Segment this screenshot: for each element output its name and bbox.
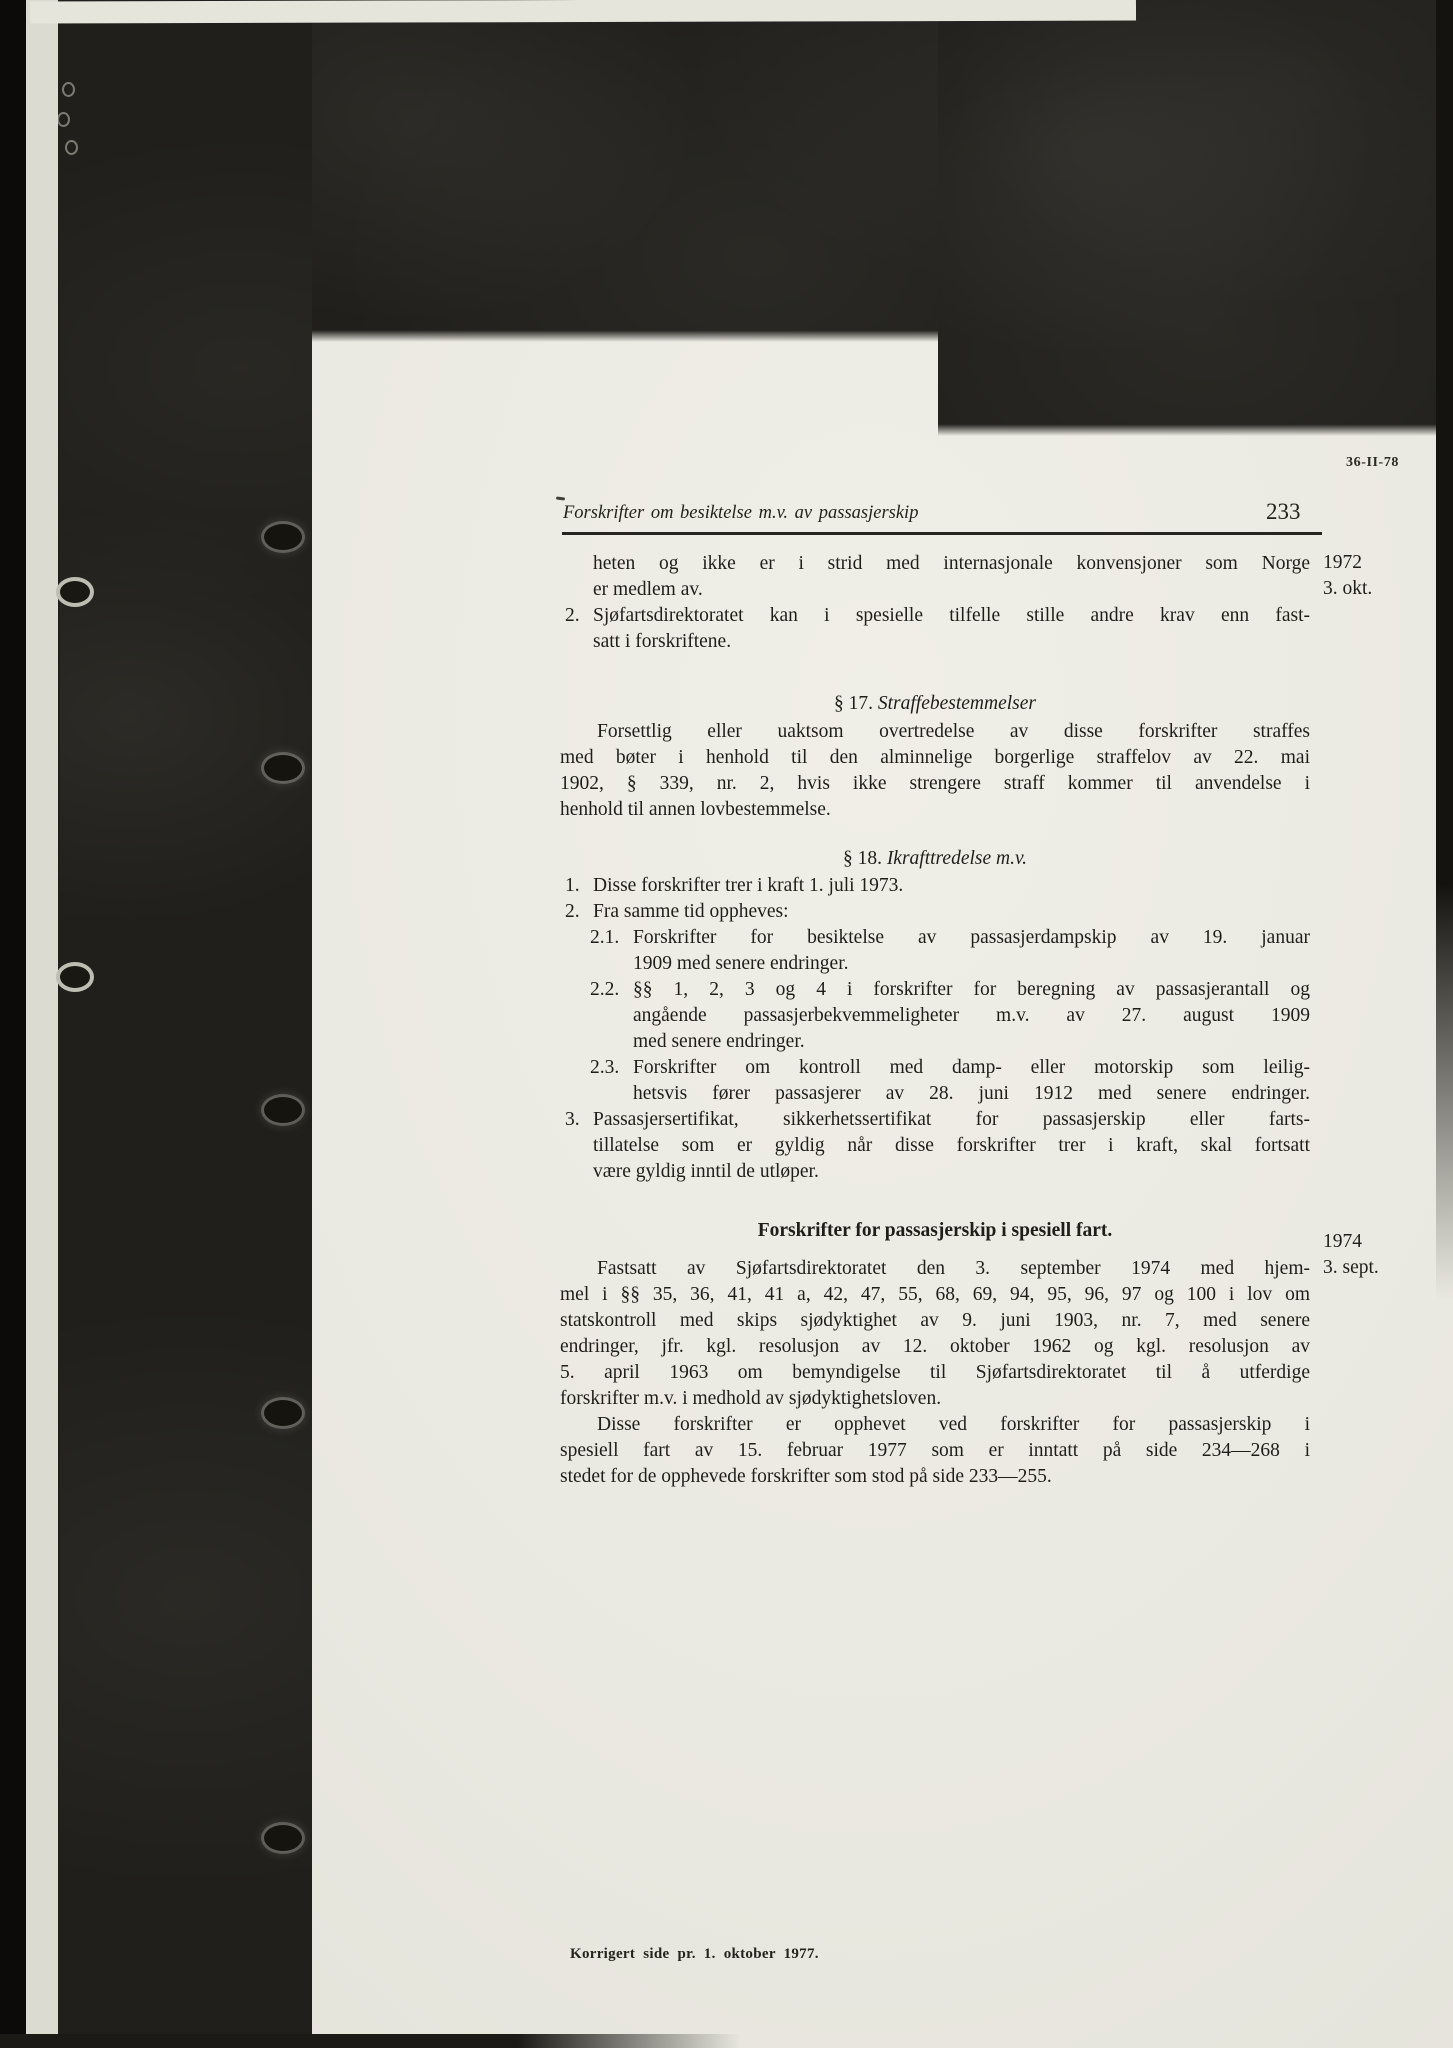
punch-hole xyxy=(264,524,302,550)
footer-correction-note: Korrigert side pr. 1. oktober 1977. xyxy=(570,1946,819,1962)
scan-dark-top-right xyxy=(938,0,1453,424)
text-line: §§ 1, 2, 3 og 4 i forskrifter for beregning av passasjerantall og xyxy=(633,979,1310,1000)
text-line: satt i forskriftene. xyxy=(593,631,732,652)
punch-hole-ring xyxy=(56,962,94,992)
text-line: statskontroll med skips sjødyktighet av 9. juni 1903, nr. 7, med senere xyxy=(560,1310,1310,1331)
margin-note-year: 1972 xyxy=(1323,552,1362,573)
scan-white-strip-left xyxy=(26,0,58,2048)
scan-speck xyxy=(57,112,70,127)
scan-speck xyxy=(556,496,565,500)
text-line: heten og ikke er i strid med internasjonale konvensjoner som Norge xyxy=(593,553,1310,574)
corner-mark: 36-II-78 xyxy=(1346,455,1400,470)
punch-hole xyxy=(264,1825,302,1851)
text-line: mel i §§ 35, 36, 41, 41 a, 42, 47, 55, 68, 69, 94, 95, 96, 97 og 100 i lov om xyxy=(560,1284,1310,1305)
margin-note-date: 3. okt. xyxy=(1323,578,1373,599)
text-line: forskrifter m.v. i medhold av sjødyktighetsloven. xyxy=(560,1388,942,1409)
text-line: Fra samme tid oppheves: xyxy=(593,901,789,922)
list-number: 2.1. xyxy=(590,927,620,948)
section-number: § 18. xyxy=(842,848,887,869)
scan-dark-top-fade xyxy=(312,330,940,342)
section-heading xyxy=(560,1219,1310,1243)
text-line: stedet for de opphevede forskrifter som stod på side 233—255. xyxy=(560,1466,1052,1487)
scan-dark-top-right-fade xyxy=(938,424,1436,436)
text-line: henhold til annen lovbestemmelse. xyxy=(560,799,831,820)
list-number: 1. xyxy=(565,875,580,896)
list-number: 3. xyxy=(565,1109,580,1130)
text-line: Sjøfartsdirektoratet kan i spesielle tilfelle stille andre krav enn fast- xyxy=(593,605,1310,626)
text-line: tillatelse som er gyldig når disse forskrifter trer i kraft, skal fortsatt xyxy=(593,1135,1310,1156)
text-line: Disse forskrifter er opphevet ved forskrifter for passasjerskip i xyxy=(597,1414,1310,1435)
scan-dark-left-margin xyxy=(58,0,312,2048)
scan-speck xyxy=(62,82,75,97)
list-number: 2.3. xyxy=(590,1057,620,1078)
text-line: med senere endringer. xyxy=(633,1031,805,1052)
section-heading xyxy=(560,847,1310,871)
text-line: Passasjersertifikat, sikkerhetssertifikat for passasjerskip eller farts- xyxy=(593,1109,1310,1130)
text-line: angående passasjerbekvemmeligheter m.v. av 27. august 1909 xyxy=(633,1005,1310,1026)
text-line: med bøter i henhold til den alminnelige borgerlige straffelov av 22. mai xyxy=(560,747,1310,768)
running-header-title: Forskrifter om besiktelse m.v. av passasjerskip xyxy=(563,503,919,523)
text-line: være gyldig inntil de utløper. xyxy=(593,1161,819,1182)
scan-white-edge-top xyxy=(30,0,1136,23)
scan-dark-strip-right xyxy=(1436,0,1453,1300)
section-title: Forskrifter for passasjerskip i spesiell fart. xyxy=(757,1220,1113,1241)
text-line: 1902, § 339, nr. 2, hvis ikke strengere straff kommer til anvendelse i xyxy=(560,773,1310,794)
text-line: Forsettlig eller uaktsom overtredelse av disse forskrifter straffes xyxy=(597,721,1310,742)
margin-note-year: 1974 xyxy=(1323,1231,1362,1252)
header-rule xyxy=(562,532,1322,535)
text-line: 5. april 1963 om bemyndigelse til Sjøfartsdirektoratet til å utferdige xyxy=(560,1362,1310,1383)
text-line: endringer, jfr. kgl. resolusjon av 12. oktober 1962 og kgl. resolusjon av xyxy=(560,1336,1310,1357)
text-line: hetsvis fører passasjerer av 28. juni 1912 med senere endringer. xyxy=(633,1083,1310,1104)
scan-speck xyxy=(65,140,78,155)
text-line: Fastsatt av Sjøfartsdirektoratet den 3. september 1974 med hjem- xyxy=(597,1258,1310,1279)
text-line: Forskrifter for besiktelse av passasjerdampskip av 19. januar xyxy=(633,927,1310,948)
text-line: Forskrifter om kontroll med damp- eller motorskip som leilig- xyxy=(633,1057,1310,1078)
section-title: Straffebestemmelser xyxy=(877,693,1036,714)
scan-black-edge-left xyxy=(0,0,26,2048)
list-number: 2. xyxy=(565,605,580,626)
section-title: Ikrafttredelse m.v. xyxy=(886,848,1028,869)
punch-hole xyxy=(264,1400,302,1426)
text-line: er medlem av. xyxy=(593,579,703,600)
text-line: spesiell fart av 15. februar 1977 som er inntatt på side 234—268 i xyxy=(560,1440,1310,1461)
text-line: Disse forskrifter trer i kraft 1. juli 1973. xyxy=(593,875,904,896)
text-line: 1909 med senere endringer. xyxy=(633,953,849,974)
punch-hole xyxy=(264,755,302,781)
section-number: § 17. xyxy=(833,693,878,714)
list-number: 2.2. xyxy=(590,979,620,1000)
margin-note-date: 3. sept. xyxy=(1323,1257,1379,1278)
page-number: 233 xyxy=(1266,499,1301,524)
punch-hole-ring xyxy=(56,577,94,607)
punch-hole xyxy=(264,1097,302,1123)
scan-dark-edge-bottom xyxy=(0,2034,740,2048)
section-heading xyxy=(560,692,1310,716)
list-number: 2. xyxy=(565,901,580,922)
